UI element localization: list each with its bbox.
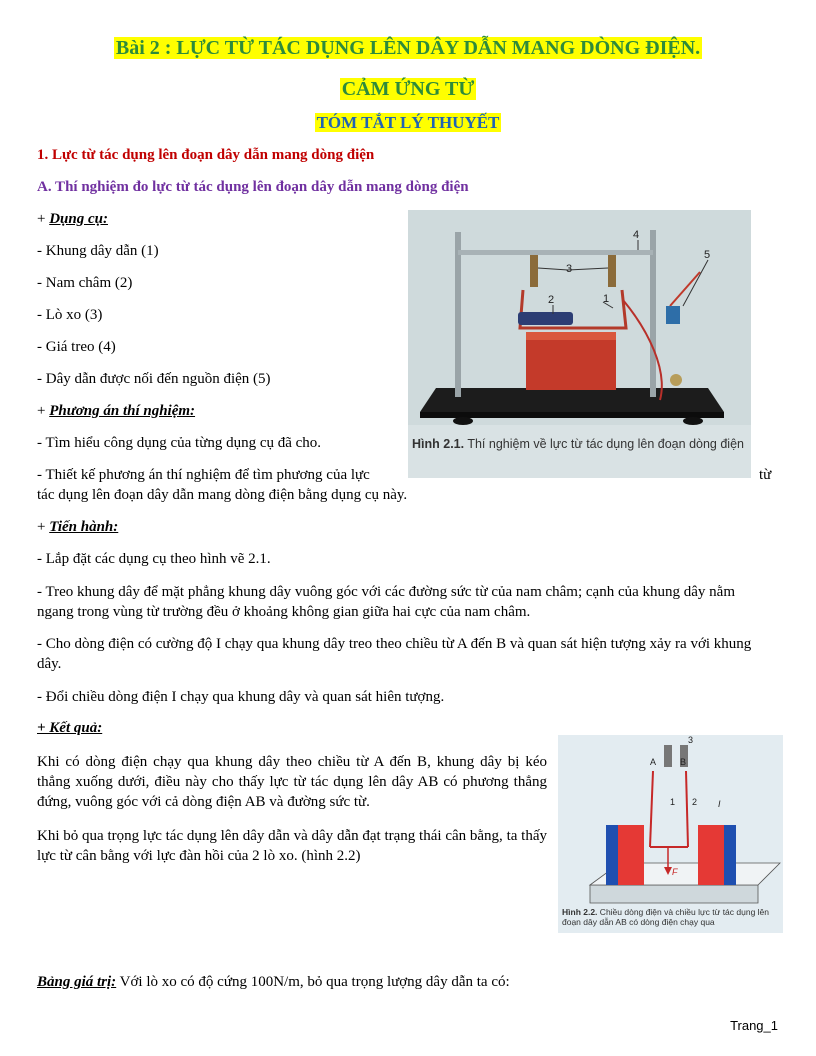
- tool-item: - Lò xo (3): [37, 307, 103, 323]
- figure-label: 3: [688, 735, 694, 745]
- tool-item: - Nam châm (2): [37, 275, 133, 291]
- section-a-heading: A. Thí nghiệm đo lực từ tác dụng lên đoạn dây dẫn mang dòng điện: [37, 179, 469, 195]
- tool-item: - Giá treo (4): [37, 339, 116, 355]
- figure-2-2-caption: Hình 2.2. Chiều dòng điện và chiều lực từ tác dụng lên đoạn dây dẫn AB có dòng điện chạy qua: [562, 907, 770, 927]
- procedure-item: - Cho dòng điện có cường độ I chạy qua khung dây treo theo chiều từ A đến B và quan sát hiện tượng xảy ra với khung dây.: [37, 636, 752, 672]
- plan-item-end: từ: [759, 467, 772, 483]
- figure-label: 2: [692, 797, 698, 807]
- figure-label: A: [650, 757, 657, 767]
- plan-heading: + Phương án thí nghiệm:: [37, 403, 196, 419]
- procedure-item: - Lắp đặt các dụng cụ theo hình vẽ 2.1.: [37, 551, 271, 567]
- procedure-heading: + Tiến hành:: [37, 519, 119, 535]
- page-title: Bài 2 : LỰC TỪ TÁC DỤNG LÊN DÂY DẪN MANG DÒNG ĐIỆN.: [115, 37, 701, 59]
- page-footer: Trang_1: [730, 1018, 778, 1033]
- result-paragraph-2: Khi bỏ qua trọng lực tác dụng lên dây dẫn và dây dẫn đạt trạng thái cân bằng, ta thấy lực từ cân bằng với lực đàn hồi của 2 lò xo. (hình 2.2): [37, 828, 547, 864]
- figure-label: 1: [670, 797, 676, 807]
- figure-label: I: [718, 799, 721, 809]
- figure-label: 5: [704, 249, 711, 261]
- section-heading-theory: TÓM TẮT LÝ THUYẾT: [316, 113, 500, 132]
- figure-label: 3: [566, 263, 573, 275]
- figure-2-2: [558, 735, 783, 933]
- procedure-item: - Đổi chiều dòng điện I chạy qua khung dây và quan sát hiên tượng.: [37, 689, 445, 705]
- magnet-diagram-image: [558, 735, 783, 933]
- plan-item-cont: tác dụng lên đoạn dây dẫn mang dòng điện bằng dụng cụ này.: [37, 487, 408, 503]
- figure-label: 2: [548, 294, 555, 306]
- table-intro: Bảng giá trị: Với lò xo có độ cứng 100N/m, bỏ qua trọng lượng dây dẫn ta có:: [37, 974, 510, 990]
- figure-label: B: [680, 757, 687, 767]
- figure-2-1-caption: Hình 2.1. Thí nghiệm về lực từ tác dụng lên đoạn dòng điện: [412, 437, 744, 451]
- plan-item: - Tìm hiểu công dụng của từng dụng cụ đã cho.: [37, 435, 322, 451]
- figure-label: 1: [603, 293, 610, 305]
- page-title-line2: CẢM ỨNG TỪ: [341, 78, 475, 100]
- tool-item: - Dây dẫn được nối đến nguồn điện (5): [37, 371, 271, 387]
- result-heading: + Kết quả:: [37, 720, 103, 736]
- section-1-heading: 1. Lực từ tác dụng lên đoạn dây dẫn mang dòng điện: [37, 147, 375, 163]
- tool-item: - Khung dây dẫn (1): [37, 243, 159, 259]
- figure-label: 4: [633, 229, 640, 241]
- plan-item: - Thiết kế phương án thí nghiệm để tìm phương của lực: [37, 467, 370, 483]
- result-paragraph-1: Khi có dòng điện chạy qua khung dây theo chiều từ A đến B, khung dây bị kéo thẳng xuống dưới, điều này cho thấy lực từ tác dụng lên dây AB có phương thẳng đứng, vuông góc với cả dòng điện AB và đường sức từ.: [37, 754, 547, 810]
- figure-2-1: [408, 210, 751, 478]
- procedure-item: - Treo khung dây để mặt phẳng khung dây vuông góc với các đường sức từ của nam châm; cạnh của khung dây nằm ngang trong vùng từ trường đều ở khoảng không gian giữa hai cực của nam châm.: [37, 584, 736, 620]
- figure-label: F: [672, 867, 678, 877]
- tools-heading: + Dụng cụ:: [37, 211, 108, 227]
